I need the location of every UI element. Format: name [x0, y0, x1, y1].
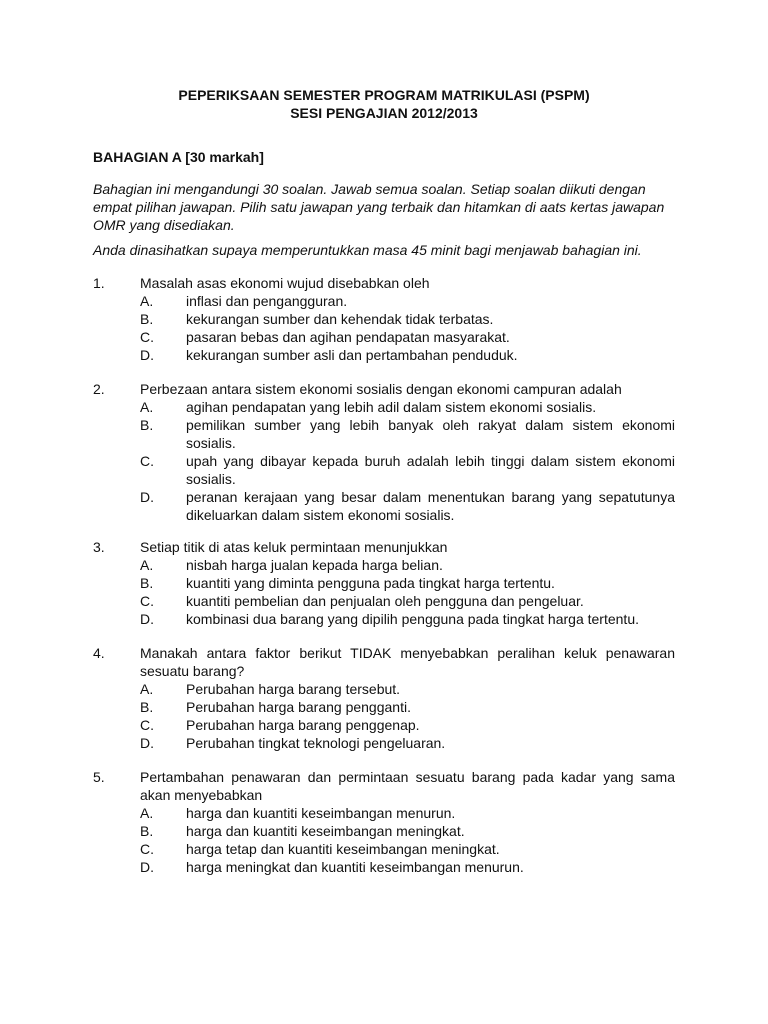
option-text: kuantiti pembelian dan penjualan oleh pengguna dan pengeluar. — [186, 593, 584, 609]
option-d — [140, 346, 675, 364]
option-letter: B. — [140, 575, 154, 591]
question-number: 4. — [93, 645, 105, 661]
option-c — [140, 328, 675, 346]
option-d — [140, 734, 675, 752]
option-text: harga dan kuantiti keseimbangan menurun. — [186, 805, 456, 821]
option-text: upah yang dibayar kepada buruh adalah lebih tinggi dalam sistem ekonomi sosialis. — [186, 453, 675, 487]
option-d — [140, 858, 675, 876]
option-letter: A. — [140, 681, 154, 697]
question-3 — [93, 538, 675, 628]
question-number: 5. — [93, 769, 105, 785]
option-a — [140, 680, 675, 698]
question-text: Manakah antara faktor berikut TIDAK menyebabkan peralihan keluk penawaran sesuatu barang? — [140, 645, 675, 679]
option-letter: A. — [140, 399, 154, 415]
time-advice: Anda dinasihatkan supaya memperuntukkan masa 45 minit bagi menjawab bahagian ini. — [93, 242, 642, 258]
option-letter: C. — [140, 453, 154, 469]
option-a — [140, 804, 675, 822]
question-4 — [93, 644, 675, 752]
option-a — [140, 556, 675, 574]
option-a — [140, 292, 675, 310]
option-letter: B. — [140, 699, 154, 715]
option-text: Perubahan harga barang pengganti. — [186, 699, 411, 715]
option-b — [140, 698, 675, 716]
option-letter: C. — [140, 717, 154, 733]
question-text: Pertambahan penawaran dan permintaan sesuatu barang pada kadar yang sama akan menyebabkan — [140, 769, 675, 803]
option-letter: B. — [140, 823, 154, 839]
option-text: pasaran bebas dan agihan pendapatan masyarakat. — [186, 329, 510, 345]
option-text: peranan kerajaan yang besar dalam menentukan barang yang sepatutunya dikeluarkan dalam sistem ekonomi sosialis. — [186, 489, 675, 523]
question-text: Perbezaan antara sistem ekonomi sosialis dengan ekonomi campuran adalah — [140, 381, 622, 397]
option-letter: D. — [140, 347, 154, 363]
option-b — [140, 310, 675, 328]
option-text: harga meningkat dan kuantiti keseimbangan menurun. — [186, 859, 524, 875]
exam-session: SESI PENGAJIAN 2012/2013 — [290, 105, 478, 121]
question-number: 1. — [93, 275, 105, 291]
option-d — [140, 610, 675, 628]
section-title: BAHAGIAN A [30 markah] — [93, 149, 264, 165]
option-b — [140, 822, 675, 840]
option-d — [140, 488, 675, 524]
option-text: Perubahan harga barang tersebut. — [186, 681, 401, 697]
option-letter: B. — [140, 417, 154, 433]
option-letter: A. — [140, 557, 154, 573]
option-text: harga dan kuantiti keseimbangan meningkat. — [186, 823, 465, 839]
question-text: Masalah asas ekonomi wujud disebabkan oleh — [140, 275, 430, 291]
option-text: kekurangan sumber asli dan pertambahan penduduk. — [186, 347, 518, 363]
option-letter: D. — [140, 859, 154, 875]
question-1 — [93, 274, 675, 364]
option-c — [140, 840, 675, 858]
option-text: kekurangan sumber dan kehendak tidak terbatas. — [186, 311, 494, 327]
option-c — [140, 592, 675, 610]
question-text: Setiap titik di atas keluk permintaan menunjukkan — [140, 539, 448, 555]
option-text: inflasi dan pengangguran. — [186, 293, 348, 309]
option-text: agihan pendapatan yang lebih adil dalam sistem ekonomi sosialis. — [186, 399, 597, 415]
question-2 — [93, 380, 675, 524]
exam-title: PEPERIKSAAN SEMESTER PROGRAM MATRIKULASI (PSPM) — [178, 87, 590, 103]
question-number: 2. — [93, 381, 105, 397]
option-b — [140, 574, 675, 592]
option-letter: D. — [140, 489, 154, 505]
option-text: Perubahan tingkat teknologi pengeluaran. — [186, 735, 446, 751]
option-letter: C. — [140, 841, 154, 857]
option-letter: D. — [140, 735, 154, 751]
option-letter: A. — [140, 805, 154, 821]
option-text: kombinasi dua barang yang dipilih pengguna pada tingkat harga tertentu. — [186, 611, 639, 627]
option-text: pemilikan sumber yang lebih banyak oleh rakyat dalam sistem ekonomi sosialis. — [186, 417, 675, 451]
option-letter: A. — [140, 293, 154, 309]
option-letter: C. — [140, 593, 154, 609]
question-5 — [93, 768, 675, 876]
section-instructions: Bahagian ini mengandungi 30 soalan. Jawab semua soalan. Setiap soalan diikuti dengan empat pilihan jawapan. Pilih satu jawapan yang terbaik dan hitamkan di aats kertas jawapan OMR yang disediakan. — [93, 181, 665, 233]
question-number: 3. — [93, 539, 105, 555]
option-text: nisbah harga jualan kepada harga belian. — [186, 557, 443, 573]
option-c — [140, 452, 675, 488]
exam-header — [0, 86, 768, 122]
option-letter: C. — [140, 329, 154, 345]
option-a — [140, 398, 675, 416]
option-letter: D. — [140, 611, 154, 627]
option-text: Perubahan harga barang penggenap. — [186, 717, 420, 733]
option-b — [140, 416, 675, 452]
option-c — [140, 716, 675, 734]
option-text: kuantiti yang diminta pengguna pada tingkat harga tertentu. — [186, 575, 555, 591]
option-letter: B. — [140, 311, 154, 327]
option-text: harga tetap dan kuantiti keseimbangan meningkat. — [186, 841, 500, 857]
